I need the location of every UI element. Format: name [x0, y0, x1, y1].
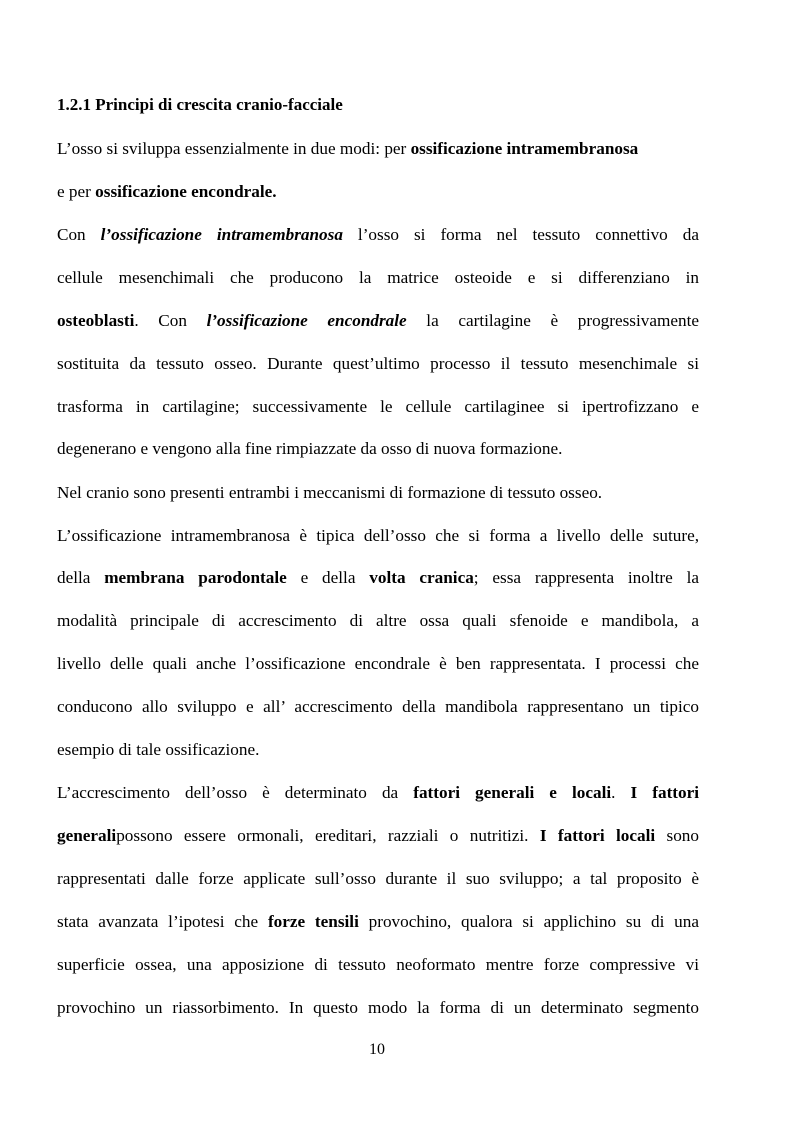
text-line: stata avanzata l’ipotesi che forze tensili provochino, qualora si applichino su di una	[57, 912, 699, 931]
text-line: L’osso si sviluppa essenzialmente in due modi: per ossificazione intramembranosa	[57, 139, 639, 158]
bold-italic-term: l’ossificazione encondrale	[206, 311, 407, 330]
bold-term: volta cranica	[369, 568, 474, 587]
text-line: cellule mesenchimali che producono la matrice osteoide e si differenziano in	[57, 268, 699, 287]
page-number: 10	[369, 1041, 385, 1058]
text-line: trasforma in cartilagine; successivamente le cellule cartilaginee si ipertrofizzano e	[57, 397, 699, 416]
bold-term: osteoblasti	[57, 311, 135, 330]
bold-italic-term: l’ossificazione intramembranosa	[100, 225, 343, 244]
text-line: modalità principale di accrescimento di altre ossa quali sfenoide e mandibola, a	[57, 611, 699, 630]
text-line: conducono allo sviluppo e all’ accrescimento della mandibola rappresentano un tipico	[57, 697, 699, 716]
text-line: L’ossificazione intramembranosa è tipica dell’osso che si forma a livello delle suture,	[57, 526, 699, 545]
bold-term: I fattori	[630, 783, 700, 802]
text-line: L’accrescimento dell’osso è determinato da fattori generali e locali. I fattori	[57, 783, 700, 802]
bold-term: forze tensili	[267, 912, 359, 931]
bold-term: fattori generali e locali	[413, 783, 612, 802]
text-line: Con l’ossificazione intramembranosa l’osso si forma nel tessuto connettivo da	[57, 225, 699, 244]
text-line: della membrana parodontale e della volta cranica; essa rappresenta inoltre la	[57, 568, 699, 587]
section-heading: 1.2.1 Principi di crescita cranio-facciale	[57, 95, 343, 114]
bold-term: I fattori locali	[539, 826, 656, 845]
text-line: superficie ossea, una apposizione di tessuto neoformato mentre forze compressive vi	[57, 955, 699, 974]
text-line: rappresentati dalle forze applicate sull’osso durante il suo sviluppo; a tal proposito è	[57, 869, 699, 888]
text-line: e per ossificazione encondrale.	[57, 182, 277, 201]
bold-term: membrana parodontale	[104, 568, 287, 587]
text-line: livello delle quali anche l’ossificazione encondrale è ben rappresentata. I processi che	[57, 654, 699, 673]
bold-term: ossificazione encondrale.	[95, 182, 277, 201]
text-line: degenerano e vengono alla fine rimpiazzate da osso di nuova formazione.	[57, 439, 563, 458]
text-line: esempio di tale ossificazione.	[57, 740, 260, 759]
text-line: sostituita da tessuto osseo. Durante quest’ultimo processo il tessuto mesenchimale si	[57, 354, 699, 373]
text-line: osteoblasti. Con l’ossificazione encondrale la cartilagine è progressivamente	[57, 311, 699, 330]
text-line: Nel cranio sono presenti entrambi i meccanismi di formazione di tessuto osseo.	[57, 483, 603, 502]
text-line: provochino un riassorbimento. In questo modo la forma di un determinato segmento	[57, 998, 699, 1017]
bold-term: ossificazione intramembranosa	[410, 139, 639, 158]
bold-term: generali	[57, 826, 117, 845]
text-line: generalipossono essere ormonali, ereditari, razziali o nutritizi. I fattori locali sono	[57, 826, 699, 845]
